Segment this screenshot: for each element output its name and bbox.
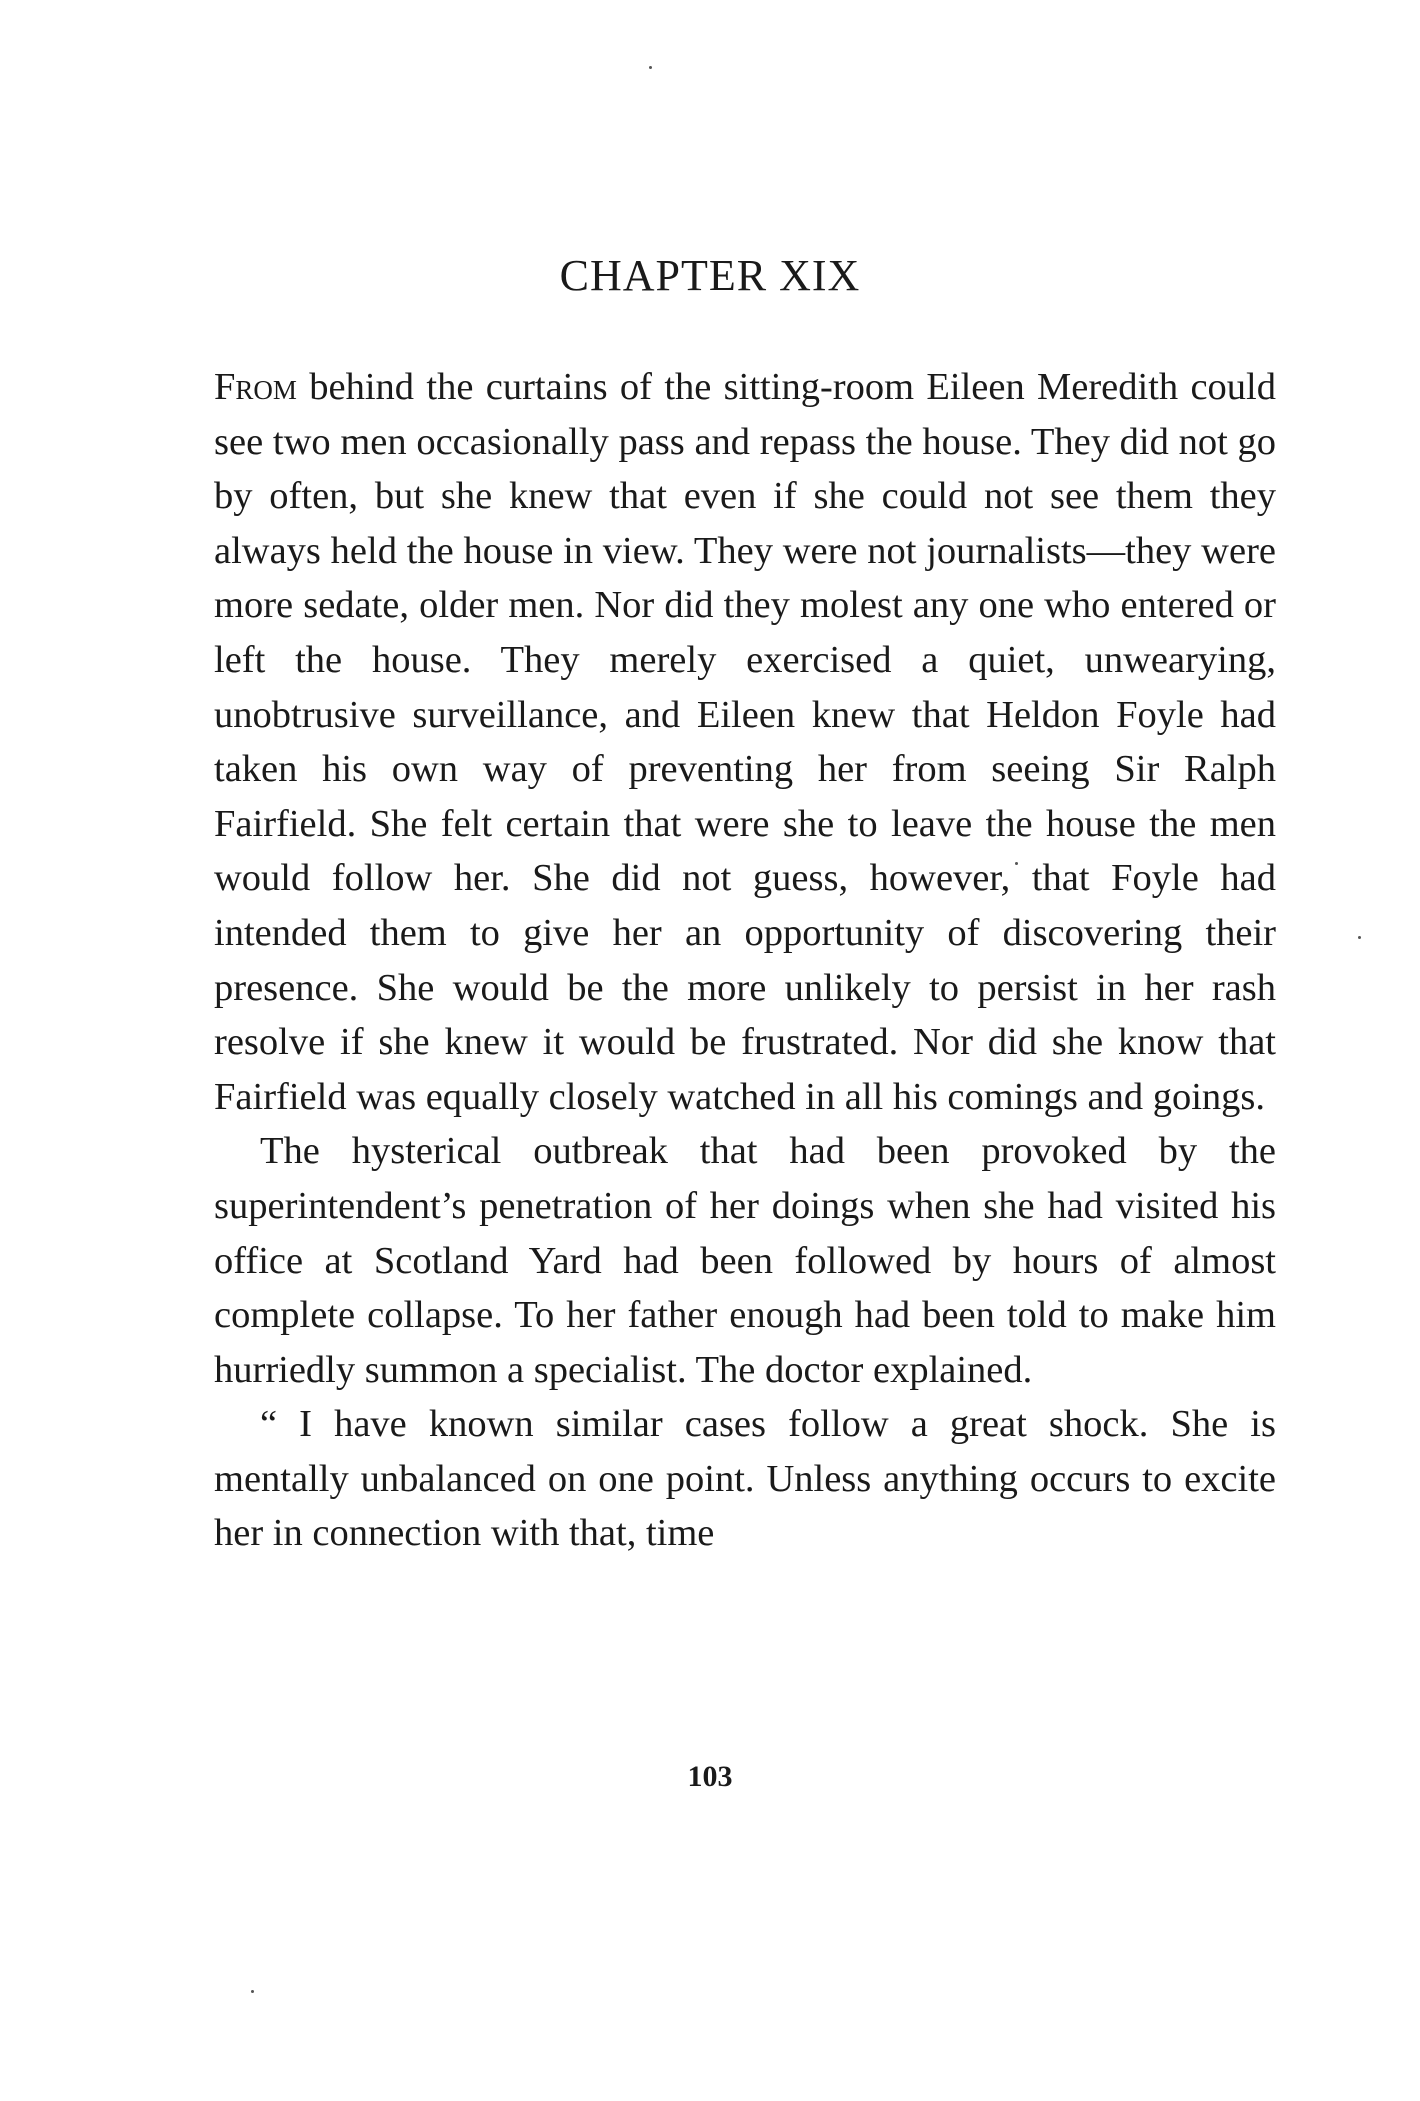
paragraph-lead-word: From <box>214 366 297 408</box>
page-speck <box>251 1990 254 1993</box>
paragraph-3 <box>214 1397 1276 1561</box>
paragraph-text: behind the curtains of the sitting-room Eileen Meredith could see two men occasionally pass and repass the house. They did not go by often, but she knew that even if she could not see them they always held the house in view. They were not journalists—they were more sedate, older men. Nor did they molest any one who entered or left the house. They merely exercised a quiet, unwearying, unobtrusive surveillance, and Eileen knew that Heldon Foyle had taken his own way of preventing her from seeing Sir Ralph Fairfield. She felt certain that were she to leave the house the men would follow her. She did not guess, however, that Foyle had intended them to give her an opportunity of discovering their presence. She would be the more unlikely to persist in her rash resolve if she knew it would be frustrated. Nor did she know that Fairfield was equally closely watched in all his comings and goings. <box>214 366 1276 1118</box>
page-number: 103 <box>687 1760 733 1793</box>
paragraph-1 <box>214 360 1276 1124</box>
chapter-title: CHAPTER XIX <box>559 251 861 300</box>
body-text <box>214 360 1276 1561</box>
paragraph-text: The hysterical outbreak that had been provoked by the superintendent’s penetration of her doings when she had visited his office at Scotland Yard had been followed by hours of almost complete collapse. To her father enough had been told to make him hurriedly summon a specialist. The doctor explained. <box>214 1130 1276 1391</box>
page-speck <box>1358 936 1361 939</box>
page-speck <box>649 66 652 69</box>
paragraph-2 <box>214 1124 1276 1397</box>
paragraph-text: “ I have known similar cases follow a great shock. She is mentally unbalanced on one point. Unless anything occurs to excite her in connection with that, time <box>214 1403 1276 1555</box>
